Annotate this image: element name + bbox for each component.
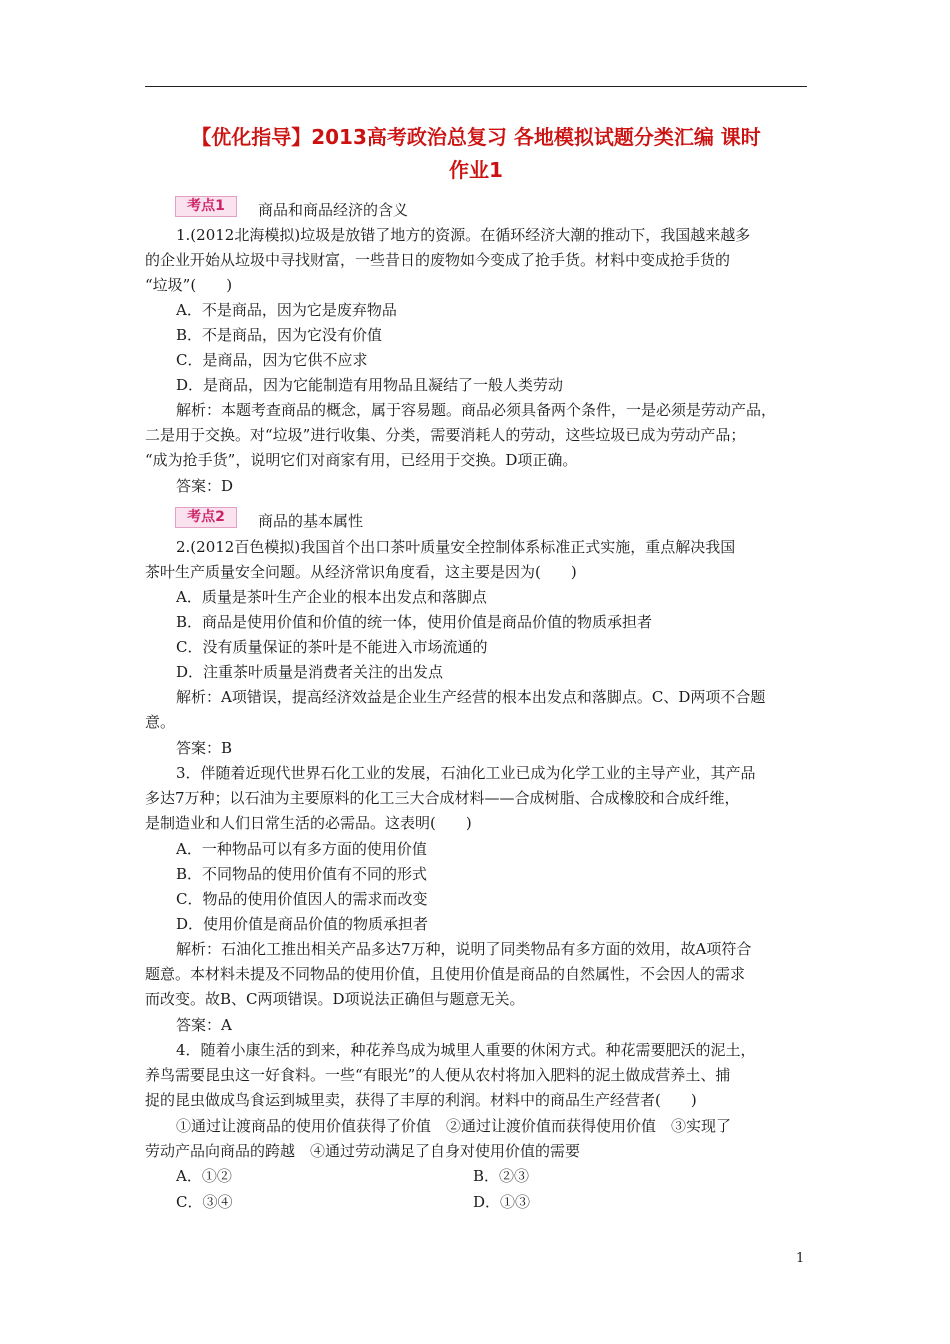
q1-option-a: A．不是商品，因为它是废弃物品 [176,301,397,319]
q4-items-line1: ①通过让渡商品的使用价值获得了价值 ②通过让渡价值而获得使用价值 ③实现了 [176,1117,732,1135]
q2-stem-line1: 2.(2012百色模拟)我国首个出口茶叶质量安全控制体系标准正式实施，重点解决我国 [176,538,736,556]
q4-stem-line1: 4．随着小康生活的到来，种花养鸟成为城里人重要的休闲方式。种花需要肥沃的泥土， [176,1041,756,1059]
section-label-1: 商品和商品经济的含义 [258,201,409,219]
q2-answer: 答案：B [176,739,233,757]
q3-option-b: B．不同物品的使用价值有不同的形式 [176,865,428,883]
q3-option-a: A．一种物品可以有多方面的使用价值 [176,840,427,858]
page-number: 1 [796,1251,805,1266]
q3-stem-line1: 3．伴随着近现代世界石化工业的发展，石油化工业已成为化学工业的主导产业，其产品 [176,764,756,782]
q2-option-d: D．注重茶叶质量是消费者关注的出发点 [176,663,444,681]
q1-answer: 答案：D [176,477,234,495]
q4-items-line2: 劳动产品向商品的跨越 ④通过劳动满足了自身对使用价值的需要 [145,1142,581,1160]
section-badge-2: 考点2 [175,507,237,528]
q2-option-b: B．商品是使用价值和价值的统一体，使用价值是商品价值的物质承担者 [176,613,653,631]
q3-analysis-line3: 而改变。故B、C两项错误。D项说法正确但与题意无关。 [145,990,525,1008]
q3-option-c: C．物品的使用价值因人的需求而改变 [176,890,428,908]
q1-stem-line1: 1.(2012北海模拟)垃圾是放错了地方的资源。在循环经济大潮的推动下，我国越来越多 [176,226,751,244]
q1-analysis-line2: 二是用于交换。对“垃圾”进行收集、分类，需要消耗人的劳动，这些垃圾已成为劳动产品； [145,426,746,444]
q4-option-a: A．①② [176,1167,232,1185]
q1-analysis-line1: 解析：本题考查商品的概念，属于容易题。商品必须具备两个条件，一是必须是劳动产品， [176,401,777,419]
header-rule [145,86,807,87]
q1-analysis-line3: “成为抢手货”，说明它们对商家有用，已经用于交换。D项正确。 [145,451,578,469]
section-label-2: 商品的基本属性 [258,512,364,530]
q4-stem-line2: 养鸟需要昆虫这一好食料。一些“有眼光”的人便从农村将加入肥料的泥土做成营养土、捕 [145,1066,731,1084]
q3-analysis-line2: 题意。本材料未提及不同物品的使用价值，且使用价值是商品的自然属性，不会因人的需求 [145,965,746,983]
q1-option-d: D．是商品，因为它能制造有用物品且凝结了一般人类劳动 [176,376,564,394]
q4-option-b: B．②③ [473,1167,530,1185]
q1-option-c: C．是商品，因为它供不应求 [176,351,368,369]
q2-analysis-line2: 意。 [145,713,176,731]
q3-answer: 答案：A [176,1016,232,1034]
q4-stem-line3: 捉的昆虫做成鸟食运到城里卖，获得了丰厚的利润。材料中的商品生产经营者( ) [145,1091,697,1109]
q2-analysis-line1: 解析：A项错误，提高经济效益是企业生产经营的根本出发点和落脚点。C、D两项不合题 [176,688,766,706]
q4-option-c: C．③④ [176,1193,233,1211]
q3-stem-line3: 是制造业和人们日常生活的必需品。这表明( ) [145,814,472,832]
q2-stem-line2: 茶叶生产质量安全问题。从经济常识角度看，这主要是因为( ) [145,563,577,581]
document-title-line1: 【优化指导】2013高考政治总复习 各地模拟试题分类汇编 课时 [191,125,761,149]
section-badge-1: 考点1 [175,196,237,217]
q4-option-d: D．①③ [473,1193,531,1211]
document-title-line2: 作业1 [449,158,503,182]
q3-option-d: D．使用价值是商品价值的物质承担者 [176,915,429,933]
q1-stem-line2: 的企业开始从垃圾中寻找财富，一些昔日的废物如今变成了抢手货。材料中变成抢手货的 [145,251,731,269]
q3-analysis-line1: 解析：石油化工推出相关产品多达7万种，说明了同类物品有多方面的效用，故A项符合 [176,940,752,958]
q1-stem-line3: “垃圾”( ) [145,276,233,294]
q3-stem-line2: 多达7万种；以石油为主要原料的化工三大合成材料——合成树脂、合成橡胶和合成纤维， [145,789,740,807]
q1-option-b: B．不是商品，因为它没有价值 [176,326,383,344]
q2-option-a: A．质量是茶叶生产企业的根本出发点和落脚点 [176,588,487,606]
q2-option-c: C．没有质量保证的茶叶是不能进入市场流通的 [176,638,488,656]
